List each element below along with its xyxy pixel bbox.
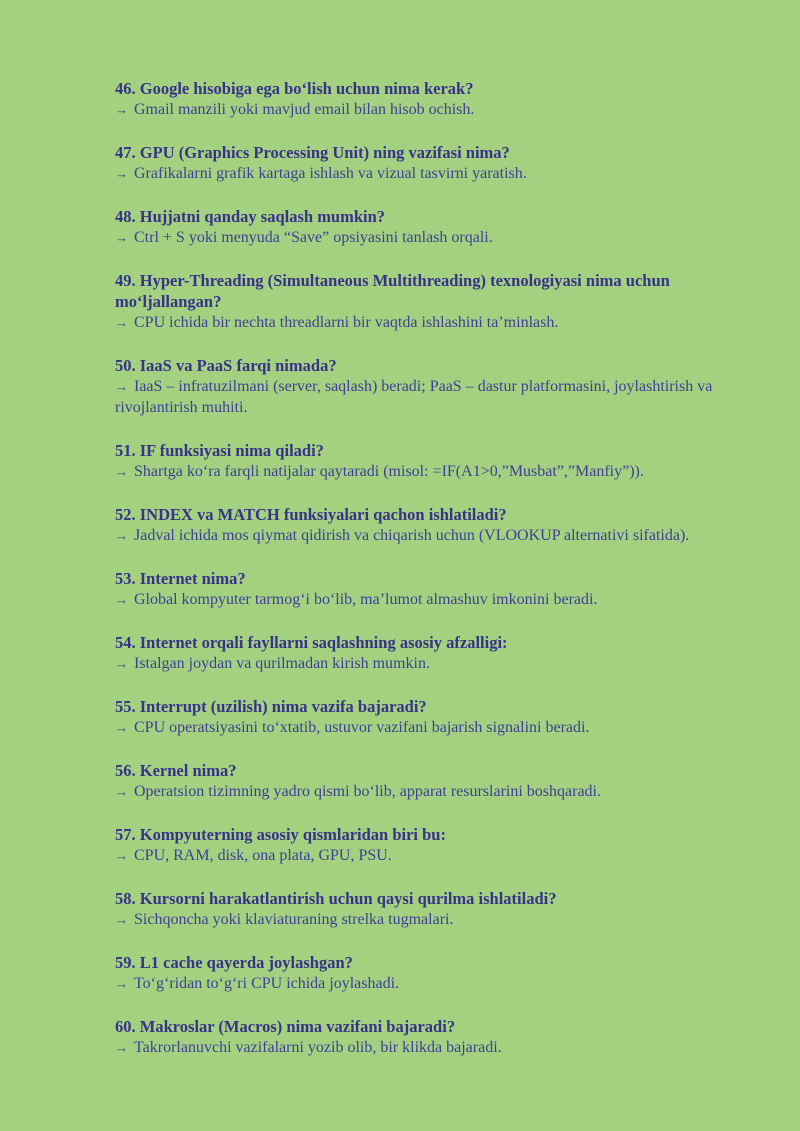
qa-item-57 — [115, 824, 740, 866]
answer-text: Istalgan joydan va qurilmadan kirish mumkin. — [134, 655, 430, 672]
answer-text: To‘g‘ridan to‘g‘ri CPU ichida joylashadi. — [134, 975, 400, 992]
arrow-icon: → — [115, 656, 128, 671]
answer — [115, 909, 740, 930]
qa-item-53 — [115, 568, 740, 610]
answer-text: CPU operatsiyasini to‘xtatib, ustuvor vazifani bajarish signalini beradi. — [134, 719, 590, 736]
qa-item-46 — [115, 78, 740, 120]
qa-item-59 — [115, 952, 740, 994]
qa-item-55 — [115, 696, 740, 738]
arrow-icon: → — [115, 315, 128, 330]
answer — [115, 461, 740, 482]
answer — [115, 312, 740, 333]
question: 56. Kernel nima? — [115, 761, 237, 780]
qa-item-58 — [115, 888, 740, 930]
answer-text: CPU ichida bir nechta threadlarni bir vaqtda ishlashini ta’minlash. — [134, 314, 559, 331]
answer — [115, 653, 740, 674]
answer-text: Gmail manzili yoki mavjud email bilan hisob ochish. — [134, 101, 475, 118]
answer — [115, 376, 740, 418]
answer — [115, 781, 740, 802]
answer-text: Global kompyuter tarmog‘i bo‘lib, ma’lumot almashuv imkonini beradi. — [134, 591, 598, 608]
answer-text: Sichqoncha yoki klaviaturaning strelka tugmalari. — [134, 911, 454, 928]
answer-text: CPU, RAM, disk, ona plata, GPU, PSU. — [134, 847, 392, 864]
answer — [115, 163, 740, 184]
answer — [115, 717, 740, 738]
arrow-icon: → — [115, 166, 128, 181]
arrow-icon: → — [115, 1040, 128, 1055]
answer-text: Grafikalarni grafik kartaga ishlash va vizual tasvirni yaratish. — [134, 165, 527, 182]
qa-item-47 — [115, 142, 740, 184]
answer-text: Operatsion tizimning yadro qismi bo‘lib, apparat resurslarini boshqaradi. — [134, 783, 601, 800]
question: 48. Hujjatni qanday saqlash mumkin? — [115, 207, 386, 226]
question: 51. IF funksiyasi nima qiladi? — [115, 441, 324, 460]
answer — [115, 227, 740, 248]
arrow-icon: → — [115, 912, 128, 927]
question: 58. Kursorni harakatlantirish uchun qaysi qurilma ishlatiladi? — [115, 889, 557, 908]
question: 60. Makroslar (Macros) nima vazifani bajaradi? — [115, 1017, 456, 1036]
qa-item-50 — [115, 355, 740, 418]
qa-item-56 — [115, 760, 740, 802]
arrow-icon: → — [115, 592, 128, 607]
question: 59. L1 cache qayerda joylashgan? — [115, 953, 353, 972]
qa-item-60 — [115, 1016, 740, 1058]
answer-text: Takrorlanuvchi vazifalarni yozib olib, bir klikda bajaradi. — [134, 1039, 502, 1056]
question: 55. Interrupt (uzilish) nima vazifa bajaradi? — [115, 697, 427, 716]
question: 53. Internet nima? — [115, 569, 246, 588]
qa-item-52 — [115, 504, 740, 546]
question: 47. GPU (Graphics Processing Unit) ning vazifasi nima? — [115, 143, 510, 162]
answer — [115, 99, 740, 120]
qa-item-54 — [115, 632, 740, 674]
arrow-icon: → — [115, 464, 128, 479]
answer-text: Shartga ko‘ra farqli natijalar qaytaradi (misol: =IF(A1>0,”Musbat”,”Manfiy”)). — [134, 463, 644, 480]
answer — [115, 845, 740, 866]
arrow-icon: → — [115, 379, 128, 394]
qa-item-51 — [115, 440, 740, 482]
arrow-icon: → — [115, 720, 128, 735]
qa-item-49 — [115, 270, 740, 333]
answer — [115, 589, 740, 610]
question: 46. Google hisobiga ega bo‘lish uchun nima kerak? — [115, 79, 474, 98]
question: 57. Kompyuterning asosiy qismlaridan biri bu: — [115, 825, 446, 844]
question: 54. Internet orqali fayllarni saqlashning asosiy afzalligi: — [115, 633, 508, 652]
arrow-icon: → — [115, 784, 128, 799]
arrow-icon: → — [115, 230, 128, 245]
arrow-icon: → — [115, 528, 128, 543]
arrow-icon: → — [115, 976, 128, 991]
answer — [115, 525, 740, 546]
question: 52. INDEX va MATCH funksiyalari qachon ishlatiladi? — [115, 505, 507, 524]
question: 50. IaaS va PaaS farqi nimada? — [115, 356, 337, 375]
answer — [115, 973, 740, 994]
answer-text: Jadval ichida mos qiymat qidirish va chiqarish uchun (VLOOKUP alternativi sifatida). — [134, 527, 690, 544]
question: 49. Hyper-Threading (Simultaneous Multithreading) texnologiyasi nima uchun mo‘ljallangan? — [115, 271, 670, 311]
arrow-icon: → — [115, 848, 128, 863]
qa-item-48 — [115, 206, 740, 248]
answer-text: IaaS – infratuzilmani (server, saqlash) beradi; PaaS – dastur platformasini, joylashtirish va rivojlantirish muhiti. — [115, 378, 713, 416]
answer — [115, 1037, 740, 1058]
answer-text: Ctrl + S yoki menyuda “Save” opsiyasini tanlash orqali. — [134, 229, 493, 246]
arrow-icon: → — [115, 102, 128, 117]
